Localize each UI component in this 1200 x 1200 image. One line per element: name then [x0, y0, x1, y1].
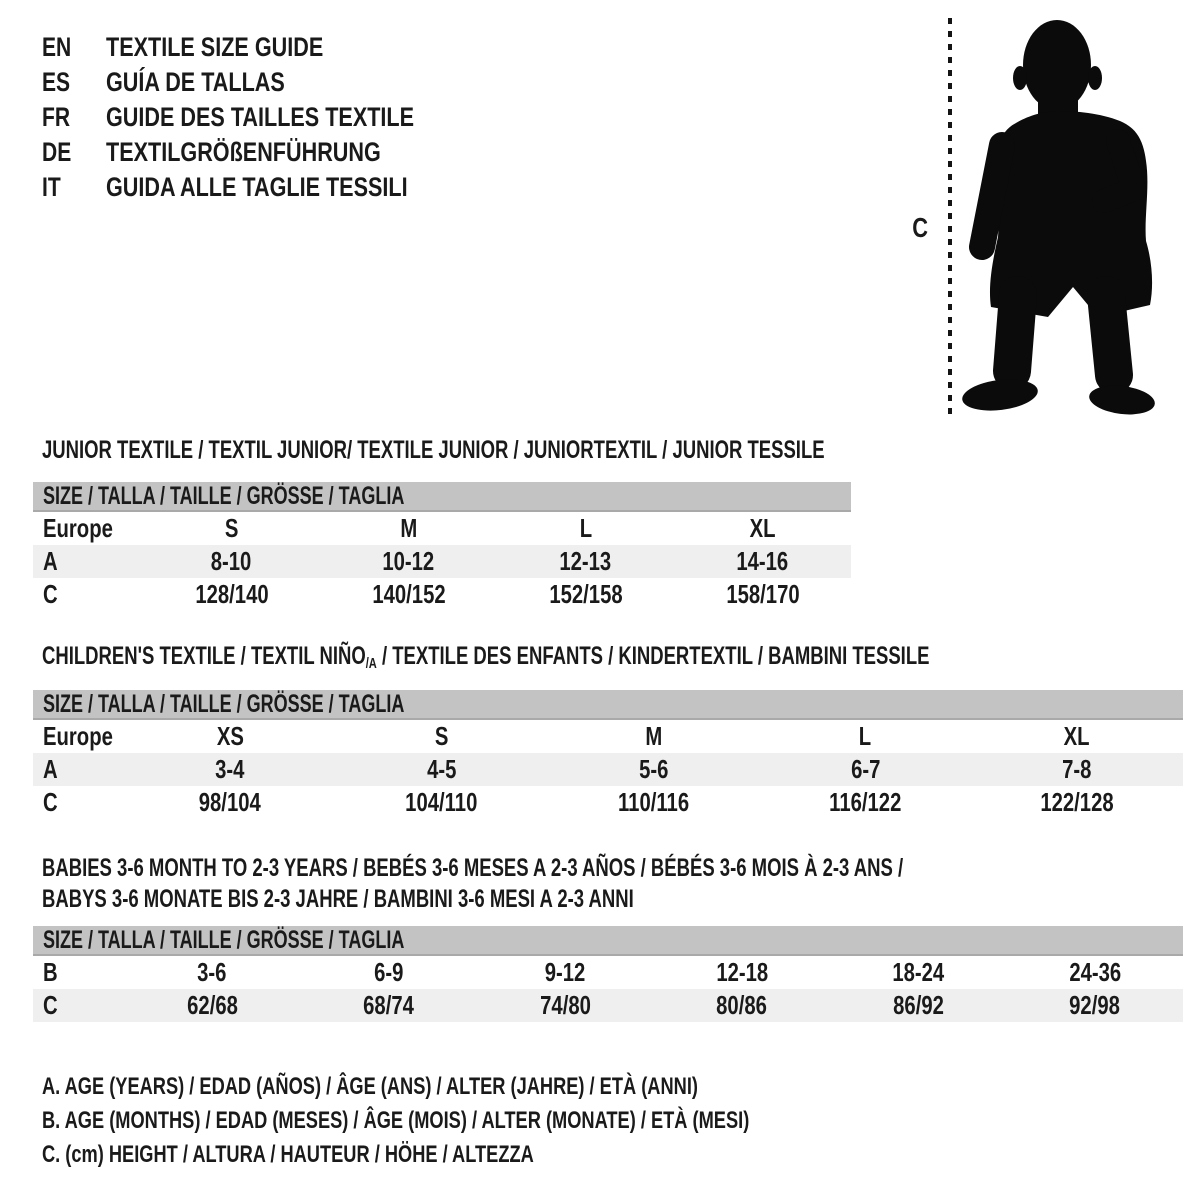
height-measure-dashed-line [948, 18, 952, 415]
size-cell: 24-36 [1068, 957, 1121, 987]
size-cell: 86/92 [892, 990, 944, 1020]
row-label: Europe [43, 721, 113, 751]
table-row-height-cm [33, 989, 1183, 1022]
guide-title: TEXTILE SIZE GUIDE [106, 32, 324, 62]
size-cell: 9-12 [544, 957, 586, 987]
row-label: C [43, 579, 58, 609]
size-cell: 12-13 [559, 546, 612, 576]
table-row-age-years [33, 545, 851, 578]
size-cell: 152/158 [548, 579, 623, 609]
row-label: B [43, 957, 58, 987]
size-cell: 140/152 [371, 579, 446, 609]
language-row [42, 135, 491, 170]
row-label: C [43, 787, 58, 817]
size-cell: 8-10 [211, 546, 252, 576]
size-cell: 104/110 [405, 787, 478, 817]
row-label: A [43, 754, 58, 784]
guide-title: GUÍA DE TALLAS [106, 67, 285, 97]
guide-title: GUIDE DES TAILLES TEXTILE [106, 102, 415, 132]
size-cell: 3-4 [215, 754, 245, 784]
guide-title: TEXTILGRÖßENFÜHRUNG [106, 137, 381, 167]
row-label: A [43, 546, 58, 576]
title-subscript: /A [365, 655, 377, 672]
babies-section-title: BABIES 3-6 MONTH TO 2-3 YEARS / BEBÉS 3-6 MESES A 2-3 AÑOS / BÉBÉS 3-6 MOIS À 2-3 ANS / BABYS 3-6 MONATE BIS 2-3 JAHRE / BAMBINI 3-6 MESI A 2-3 ANNI [42, 854, 904, 913]
size-cell: 3-6 [197, 957, 227, 987]
table-row-age-months [33, 956, 1183, 989]
size-header-bar: SIZE / TALLA / TAILLE / GRÖSSE / TAGLIA [33, 926, 1183, 956]
babies-size-table [33, 926, 1183, 1022]
legend-line-c: C. (cm) HEIGHT / ALTURA / HAUTEUR / HÖHE / ALTEZZA [42, 1141, 534, 1168]
measure-label-c: C [912, 212, 929, 243]
children-size-table [33, 690, 1183, 819]
size-cell: 18-24 [892, 957, 945, 987]
language-code: FR [42, 102, 71, 132]
row-label: C [43, 990, 58, 1020]
language-code: IT [42, 172, 61, 202]
size-cell: XL [749, 513, 776, 543]
language-row [42, 100, 491, 135]
size-cell: 116/122 [829, 787, 902, 817]
junior-section-title: JUNIOR TEXTILE / TEXTIL JUNIOR/ TEXTILE JUNIOR / JUNIORTEXTIL / JUNIOR TESSILE [42, 436, 825, 464]
size-cell: 98/104 [198, 787, 261, 817]
size-cell: 5-6 [638, 754, 669, 784]
language-code: DE [42, 137, 72, 167]
table-row-europe [33, 720, 1183, 753]
size-cell: XL [1064, 721, 1091, 751]
size-cell: S [224, 513, 239, 543]
size-cell: 74/80 [539, 990, 591, 1020]
legend-line-b: B. AGE (MONTHS) / EDAD (MESES) / ÂGE (MOIS) / ALTER (MONATE) / ETÀ (MESI) [42, 1107, 750, 1134]
size-cell: 128/140 [194, 579, 269, 609]
size-cell: M [645, 721, 662, 751]
size-cell: 80/86 [716, 990, 768, 1020]
size-cell: 68/74 [363, 990, 415, 1020]
size-cell: 6-9 [374, 957, 404, 987]
size-header-bar: SIZE / TALLA / TAILLE / GRÖSSE / TAGLIA [33, 690, 1183, 720]
table-row-age-years [33, 753, 1183, 786]
size-cell: 10-12 [382, 546, 435, 576]
toddler-silhouette [958, 15, 1158, 420]
table-row-europe [33, 512, 851, 545]
size-header-bar: SIZE / TALLA / TAILLE / GRÖSSE / TAGLIA [33, 482, 851, 512]
size-cell: 7-8 [1062, 754, 1092, 784]
size-cell: 92/98 [1069, 990, 1121, 1020]
size-cell: 62/68 [186, 990, 238, 1020]
guide-title: GUIDA ALLE TAGLIE TESSILI [106, 172, 408, 202]
size-cell: 6-7 [850, 754, 880, 784]
language-code: EN [42, 32, 72, 62]
language-title-list [42, 30, 491, 205]
measure-legend [42, 1070, 973, 1172]
legend-line-a: A. AGE (YEARS) / EDAD (AÑOS) / ÂGE (ANS) / ALTER (JAHRE) / ETÀ (ANNI) [42, 1073, 698, 1100]
table-row-height-cm [33, 578, 851, 611]
size-cell: 122/128 [1040, 787, 1114, 817]
size-cell: 14-16 [736, 546, 789, 576]
junior-size-table [33, 482, 851, 611]
size-cell: L [859, 721, 872, 751]
language-row [42, 30, 491, 65]
size-cell: 12-18 [715, 957, 768, 987]
size-cell: S [434, 721, 449, 751]
language-row [42, 170, 491, 205]
size-cell: XS [216, 721, 244, 751]
size-cell: M [400, 513, 417, 543]
language-row [42, 65, 491, 100]
row-label: Europe [43, 513, 113, 543]
table-row-height-cm [33, 786, 1183, 819]
size-cell: 110/116 [617, 787, 690, 817]
size-cell: 158/170 [725, 579, 800, 609]
size-cell: L [579, 513, 592, 543]
children-section-title: CHILDREN'S TEXTILE / TEXTIL NIÑO/A / TEXTILE DES ENFANTS / KINDERTEXTIL / BAMBINI TESSILE [42, 642, 930, 672]
size-cell: 4-5 [427, 754, 457, 784]
language-code: ES [42, 67, 71, 97]
